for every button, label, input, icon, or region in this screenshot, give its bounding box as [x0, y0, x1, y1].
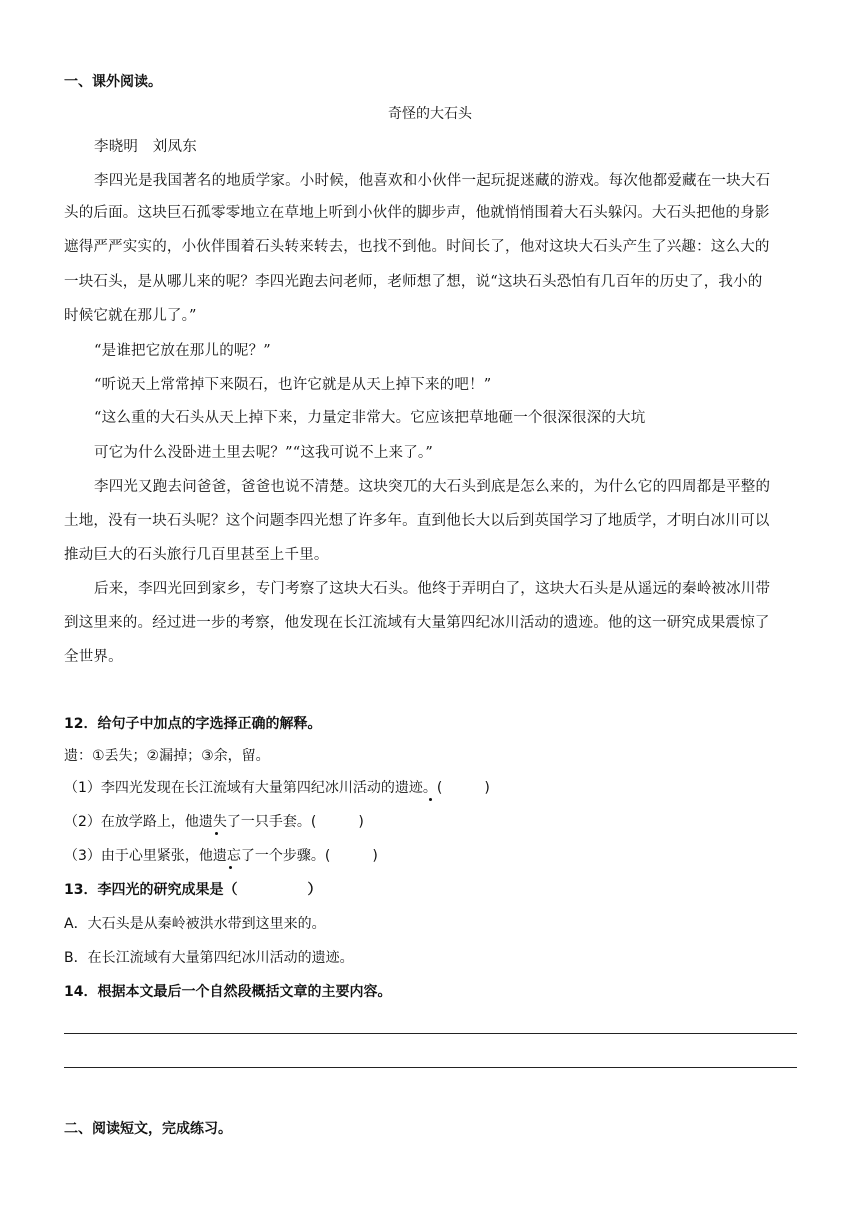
story-line: 可它为什么没卧进土里去呢？”“这我可说不上来了。” [94, 445, 433, 461]
story-title: 奇怪的大石头 [388, 106, 472, 122]
story-line: 头的后面。这块巨石孤零零地立在草地上听到小伙伴的脚步声，他就悄悄围着大石头躲闪。大石头把他的身影 [64, 205, 770, 221]
story-line: “听说天上常常掉下来陨石，也许它就是从天上掉下来的吧！” [94, 377, 492, 393]
question-12-definition: 遗：①丢失；②漏掉；③余，留。 [64, 748, 270, 764]
story-line: 遮得严严实实的，小伙伴围着石头转来转去，也找不到他。时间长了，他对这块大石头产生了兴趣：这么大的 [64, 239, 770, 255]
question-14-prompt: 14．根据本文最后一个自然段概括文章的主要内容。 [64, 984, 392, 1000]
story-line: 全世界。 [64, 649, 123, 665]
story-line: 李四光又跑去问爸爸，爸爸也说不清楚。这块突兀的大石头到底是怎么来的，为什么它的四周都是平整的 [94, 479, 771, 495]
story-authors: 李晓明 刘凤东 [94, 139, 197, 155]
story-line: “是谁把它放在那儿的呢？” [94, 343, 271, 359]
question-12-prompt: 12．给句子中加点的字选择正确的解释。 [64, 716, 322, 732]
section-heading-short-passage: 二、阅读短文，完成练习。 [64, 1121, 232, 1137]
section-heading-reading: 一、课外阅读。 [64, 74, 162, 90]
question-13-option-a: A．大石头是从秦岭被洪水带到这里来的。 [64, 916, 326, 932]
story-line: 推动巨大的石头旅行几百里甚至上千里。 [64, 547, 329, 563]
story-line: 一块石头，是从哪儿来的呢？李四光跑去问老师，老师想了想，说“这块石头恐怕有几百年的历史了，我小的 [64, 274, 763, 290]
question-13-option-b: B．在长江流域有大量第四纪冰川活动的遗迹。 [64, 950, 354, 966]
story-line: 时候它就在那儿了。” [64, 308, 197, 324]
story-line: 后来，李四光回到家乡，专门考察了这块大石头。他终于弄明白了，这块大石头是从遥远的秦岭被冰川带 [94, 581, 771, 597]
emphasis-dot [229, 866, 232, 869]
question-12-item-1: （1）李四光发现在长江流域有大量第四纪冰川活动的遗迹。( ) [64, 780, 490, 796]
story-line: 土地，没有一块石头呢？这个问题李四光想了许多年。直到他长大以后到英国学习了地质学，才明白冰川可以 [64, 513, 770, 529]
question-12-item-2: （2）在放学路上，他遗失了一只手套。( ) [64, 814, 364, 830]
answer-line[interactable] [64, 1067, 797, 1068]
story-line: 到这里来的。经过进一步的考察，他发现在长江流域有大量第四纪冰川活动的遗迹。他的这一研究成果震惊了 [64, 615, 770, 631]
answer-line[interactable] [64, 1033, 797, 1034]
story-line: “这么重的大石头从天上掉下来，力量定非常大。它应该把草地砸一个很深很深的大坑 [94, 410, 646, 426]
emphasis-dot [215, 832, 218, 835]
story-line: 李四光是我国著名的地质学家。小时候，他喜欢和小伙伴一起玩捉迷藏的游戏。每次他都爱藏在一块大石 [94, 173, 771, 189]
question-12-item-3: （3）由于心里紧张，他遗忘了一个步骤。( ) [64, 848, 378, 864]
emphasis-dot [429, 798, 432, 801]
question-13-prompt: 13．李四光的研究成果是（ ） [64, 882, 322, 898]
